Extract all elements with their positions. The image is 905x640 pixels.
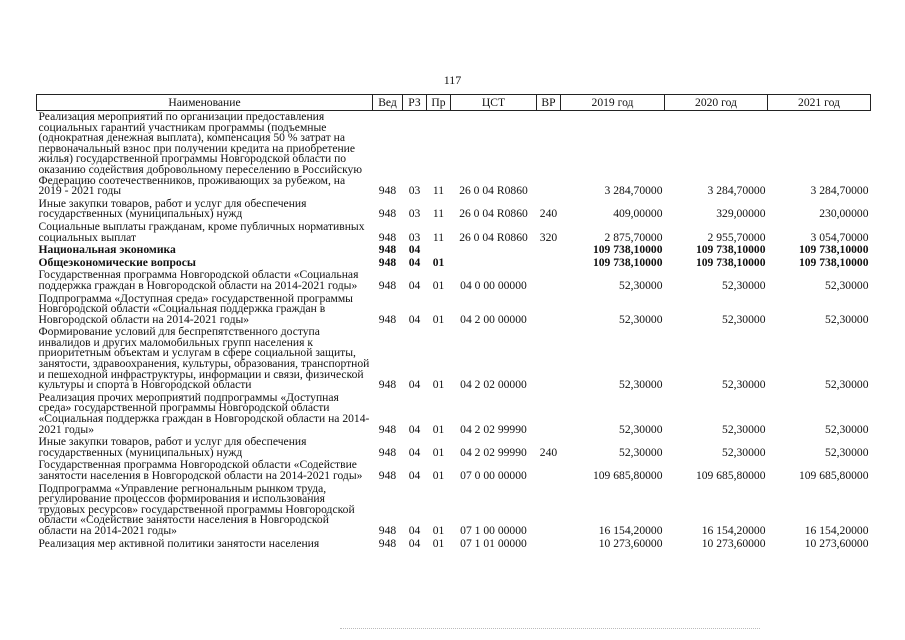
cell-cst: 26 0 04 R0860 [459,184,528,198]
cell-cst: 04 2 02 99990 [460,422,527,436]
cell-2019: 52,30000 [619,422,663,436]
table-row [37,111,871,198]
cell-rz: 04 [408,243,421,257]
cell-vr: 240 [539,207,558,221]
cell-2020: 109 738,10000 [695,243,766,257]
cell-2019: 10 273,60000 [598,536,663,550]
cell-pr: 01 [432,422,445,436]
cell-name: Социальные выплаты гражданам, кроме публичных нормативных социальных выплат [38,219,365,244]
cell-vr [537,293,561,327]
cell-rz: 04 [408,278,421,292]
cell-2021: 3 054,70000 [810,230,869,244]
cell-cst: 04 0 00 00000 [460,278,527,292]
cell-vr [537,483,561,538]
cell-rz: 04 [408,445,421,459]
header-ved: Вед [373,95,403,111]
cell-2020: 109 685,80000 [695,469,766,482]
cell-2019: 109 685,80000 [592,469,663,482]
cell-cst: 07 0 00 00000 [460,469,527,482]
cell-pr: 01 [432,445,445,459]
cell-2019: 52,30000 [619,378,663,392]
cell-2020: 2 955,70000 [707,230,766,244]
cell-ved: 948 [378,230,397,244]
cell-rz: 04 [408,422,421,436]
header-cst: ЦСТ [451,95,537,111]
cell-pr [427,244,451,257]
table-row [37,221,871,244]
cell-2021: 10 273,60000 [804,536,869,550]
cell-2021: 109 738,10000 [798,255,869,269]
cell-2021: 230,00000 [819,207,869,221]
cell-rz: 04 [408,378,421,392]
header-rz: РЗ [403,95,427,111]
cell-ved: 948 [378,378,397,392]
cell-pr: 11 [432,184,445,198]
table-row [37,293,871,327]
table-row [37,538,871,551]
table-row [37,392,871,436]
cell-2019: 3 284,70000 [604,184,663,198]
table-row [37,198,871,221]
cell-2019: 109 738,10000 [592,243,663,257]
cell-rz: 04 [408,469,421,482]
cell-2021: 52,30000 [825,422,869,436]
cell-name: Реализация мероприятий по организации предоставления социальных гарантий участникам программы (подъемные (однократная денежная выплата), компенсация 50 % затрат на первоначальный взнос при получении кредита на приобретение жилья) государственной программы Новгородской области по оказанию содействия добровольному переселению в Российскую Федерацию соотечественников, проживающих за рубежом, на 2019 - 2021 годы [38,110,362,198]
cell-2020: 52,30000 [722,422,766,436]
cell-name: Иные закупки товаров, работ и услуг для обеспечения государственных (муниципальных) нужд [38,196,307,221]
header-2021: 2021 год [768,95,871,111]
scan-noise-line [340,628,760,631]
cell-pr: 01 [432,523,445,537]
cell-pr: 01 [432,278,445,292]
page-number: 117 [443,73,462,87]
cell-name: Государственная программа Новгородской области «Социальная поддержка граждан в Новгородской области на 2014-2021 годы» [38,268,359,292]
cell-pr: 01 [432,255,445,269]
cell-2021: 52,30000 [825,278,869,292]
cell-vr [537,244,561,257]
cell-2021: 52,30000 [825,445,869,459]
header-pr: Пр [427,95,451,111]
header-2020: 2020 год [665,95,768,111]
cell-rz: 03 [408,230,421,244]
cell-2021: 52,30000 [825,312,869,326]
cell-cst: 07 1 00 00000 [460,523,527,537]
cell-2019: 52,30000 [619,445,663,459]
cell-2019: 409,00000 [613,207,663,221]
header-vr: ВР [537,95,561,111]
cell-name: Иные закупки товаров, работ и услуг для обеспечения государственных (муниципальных) нужд [38,435,307,459]
cell-2021: 109 685,80000 [798,469,869,482]
cell-cst: 04 2 02 00000 [460,378,527,392]
cell-2020: 3 284,70000 [707,184,766,198]
table-row [37,436,871,459]
cell-vr [537,459,561,482]
cell-name: Подпрограмма «Управление регнональным рынком труда, регулирование процессов формирования и использования трудовых ресурсов» государственной программы Новгородской области «Содействие занятости населения в Новгородской области на 2014-2021 годы» [38,481,355,537]
cell-2020: 16 154,20000 [701,523,766,537]
cell-cst: 26 0 04 R0860 [459,207,528,221]
cell-ved: 948 [378,184,397,198]
cell-vr [537,538,561,551]
cell-2021: 16 154,20000 [804,523,869,537]
cell-cst [451,257,537,270]
cell-ved: 948 [378,207,397,221]
cell-2019: 2 875,70000 [604,230,663,244]
cell-ved: 948 [378,312,397,326]
cell-2021: 109 738,10000 [798,243,869,257]
cell-rz: 04 [408,536,421,550]
cell-rz: 03 [408,184,421,198]
cell-cst: 07 1 01 00000 [460,536,527,550]
cell-ved: 948 [378,422,397,436]
cell-vr: 320 [539,230,558,244]
cell-cst: 04 2 02 99990 [460,445,527,459]
cell-ved: 948 [378,445,397,459]
cell-cst [451,244,537,257]
cell-vr [537,269,561,292]
table-row [37,483,871,538]
cell-name: Реализация прочих мероприятий подпрограммы «Доступная среда» государственной программы Новгородской области «Социальная поддержка граждан в Новгородской области на 2014-2021 годы» [38,390,370,436]
cell-rz: 04 [408,255,421,269]
cell-vr: 240 [539,445,558,459]
header-2019: 2019 год [561,95,665,111]
cell-ved: 948 [378,523,397,537]
table-row [37,459,871,482]
cell-name: Общеэкономические вопросы [38,255,196,269]
table-header-row [37,95,871,111]
cell-name: Государственная программа Новгородской области «Содействие занятости населения в Новгородской области на 2014-2021 годы» [38,458,363,482]
table-row [37,269,871,292]
cell-2021: 3 284,70000 [810,184,869,198]
cell-ved: 948 [378,243,397,257]
cell-pr: 01 [432,312,445,326]
cell-2019: 16 154,20000 [598,523,663,537]
header-name: Наименование [37,95,373,111]
cell-ved: 948 [378,469,397,482]
cell-2020: 52,30000 [722,378,766,392]
cell-name: Подпрограмма «Доступная среда» государственной программы Новгородской области «Социальная поддержка граждан в Новгородской области на 2014-2021 годы» [38,291,353,326]
table-row [37,326,871,392]
cell-2021: 52,30000 [825,378,869,392]
cell-pr: 01 [432,378,445,392]
cell-pr: 11 [432,230,445,244]
cell-2020: 52,30000 [722,445,766,459]
cell-name: Национальная экономика [38,243,176,257]
cell-cst: 26 0 04 R0860 [459,230,528,244]
cell-name: Реализация мер активной политики занятости населения [38,536,320,550]
cell-2020: 109 738,10000 [695,255,766,269]
cell-vr [537,392,561,436]
cell-name: Формирование условий для беспрепятственного доступа инвалидов и других маломобильных групп населения к приоритетным объектам и услугам в сфере социальной защиты, занятости, здравоохранения, культуры, образования, транспортной и пешеходной инфраструктуры, информации и связи, физической культуры и спорта в Новгородской области [38,325,370,392]
cell-pr: 11 [432,207,445,221]
cell-pr: 01 [432,469,445,482]
cell-ved: 948 [378,536,397,550]
cell-2019: 109 738,10000 [592,255,663,269]
cell-rz: 04 [408,312,421,326]
table-row [37,244,871,257]
cell-2020: 52,30000 [722,278,766,292]
cell-rz: 03 [408,207,421,221]
cell-vr [537,326,561,392]
cell-2019: 52,30000 [619,278,663,292]
cell-vr [537,257,561,270]
cell-2019: 52,30000 [619,312,663,326]
cell-2020: 52,30000 [722,312,766,326]
cell-vr [537,111,561,198]
cell-ved: 948 [378,255,397,269]
cell-cst: 04 2 00 00000 [460,312,527,326]
budget-table [36,94,871,550]
cell-2020: 10 273,60000 [701,536,766,550]
cell-2020: 329,00000 [716,207,766,221]
cell-pr: 01 [432,536,445,550]
cell-ved: 948 [378,278,397,292]
cell-rz: 04 [408,523,421,537]
